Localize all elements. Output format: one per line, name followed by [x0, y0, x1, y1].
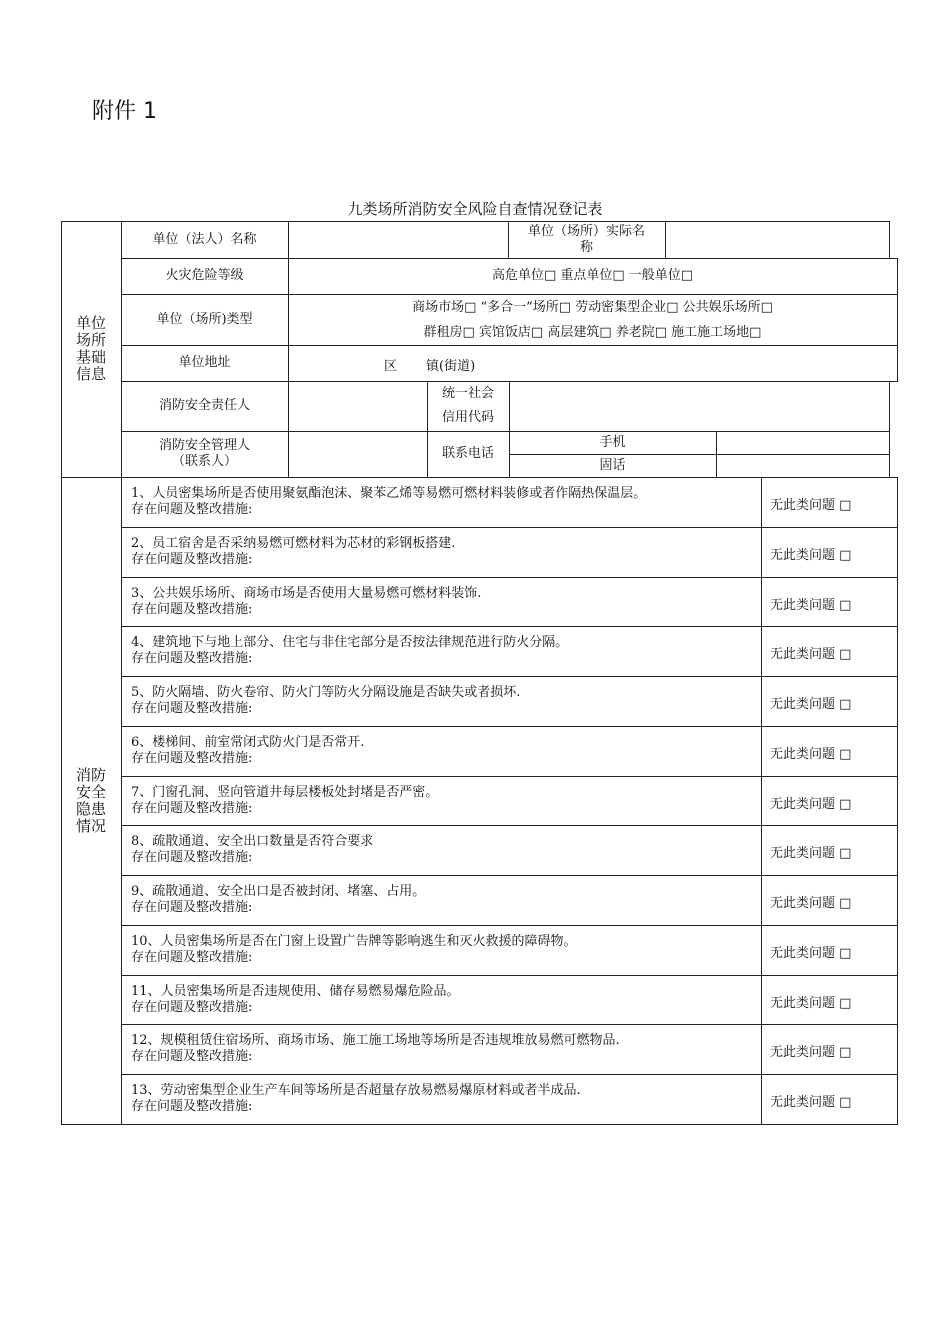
hazard-measures-label: 存在问题及整改措施:	[131, 602, 253, 617]
hazard-measures-label: 存在问题及整改措施:	[131, 552, 253, 567]
no-issue-checkbox[interactable]: 无此类问题 □	[770, 896, 852, 911]
unit-name-field[interactable]	[289, 222, 508, 258]
hazard-question: 9、疏散通道、安全出口是否被封闭、堵塞、占用。	[131, 884, 426, 899]
hazard-measures-label: 存在问题及整改措施:	[131, 900, 253, 915]
hazard-question: 12、规模租赁住宿场所、商场市场、施工施工场地等场所是否违规堆放易燃可燃物品.	[131, 1033, 620, 1048]
hazard-measures-label: 存在问题及整改措施:	[131, 651, 253, 666]
hazard-question: 3、公共娱乐场所、商场市场是否使用大量易燃可燃材料装饰.	[131, 586, 482, 601]
no-issue-checkbox[interactable]: 无此类问题 □	[770, 846, 852, 861]
hazard-question: 2、员工宿舍是否采纳易燃可燃材料为芯材的彩钢板搭建.	[131, 536, 456, 551]
address-district: 区	[384, 359, 398, 374]
address-label: 单位地址	[178, 355, 231, 370]
safety-owner-field[interactable]	[289, 382, 427, 431]
actual-name-label: 单位（场所）实际名 称	[527, 223, 645, 255]
no-issue-checkbox[interactable]: 无此类问题 □	[770, 747, 852, 762]
hazard-question: 13、劳动密集型企业生产车间等场所是否超量存放易燃易爆原材料或者半成品.	[131, 1083, 581, 1098]
landline-label: 固话	[599, 457, 626, 473]
unit-type-label: 单位（场所)类型	[156, 311, 253, 327]
landline-field[interactable]	[717, 455, 889, 477]
hazard-question: 1、人员密集场所是否使用聚氨酯泡沫、聚苯乙烯等易燃可燃材料装修或者作隔热保温层。	[131, 486, 647, 501]
hazard-question: 8、疏散通道、安全出口数量是否符合要求	[131, 834, 374, 849]
hazard-measures-label: 存在问题及整改措施:	[131, 751, 253, 766]
no-issue-checkbox[interactable]: 无此类问题 □	[770, 1045, 852, 1060]
credit-code-label: 统一社会 信用代码	[441, 386, 494, 425]
no-issue-checkbox[interactable]: 无此类问题 □	[770, 697, 852, 712]
hazard-measures-label: 存在问题及整改措施:	[131, 850, 253, 865]
hazard-question: 4、建筑地下与地上部分、住宅与非住宅部分是否按法律规范进行防火分隔。	[131, 635, 569, 650]
hazard-measures-label: 存在问题及整改措施:	[131, 801, 253, 816]
attachment-label: 附件 1	[92, 99, 157, 124]
safety-manager-label: 消防安全管理人 （联系人）	[158, 438, 250, 469]
hazard-measures-label: 存在问题及整改措施:	[131, 1000, 253, 1015]
basic-info-section-label: 单位场所基础信息	[75, 314, 106, 383]
no-issue-checkbox[interactable]: 无此类问题 □	[770, 1095, 852, 1110]
hazard-measures-label: 存在问题及整改措施:	[131, 502, 253, 517]
phone-label: 联系电话	[441, 446, 494, 461]
mobile-label: 手机	[599, 434, 626, 450]
hazard-measures-label: 存在问题及整改措施:	[131, 701, 253, 716]
hazard-question: 7、门窗孔洞、竖向管道井每层楼板处封堵是否严密。	[131, 785, 439, 800]
fire-risk-label: 火灾危险等级	[165, 268, 244, 283]
hazard-measures-label: 存在问题及整改措施:	[131, 1099, 253, 1114]
no-issue-checkbox[interactable]: 无此类问题 □	[770, 946, 852, 961]
hazard-measures-label: 存在问题及整改措施:	[131, 1049, 253, 1064]
fire-risk-options[interactable]: 高危单位□ 重点单位□ 一般单位□	[491, 268, 694, 283]
hazard-measures-label: 存在问题及整改措施:	[131, 950, 253, 965]
unit-type-options[interactable]: 商场市场□ “多合一”场所□ 劳动密集型企业□ 公共娱乐场所□ 群租房□ 宾馆饭店□ 高层建筑□ 养老院□ 施工施工场地□	[412, 299, 773, 340]
no-issue-checkbox[interactable]: 无此类问题 □	[770, 996, 852, 1011]
hazard-question: 10、人员密集场所是否在门窗上设置广告牌等影响逃生和灭火救援的障碍物。	[131, 934, 577, 949]
no-issue-checkbox[interactable]: 无此类问题 □	[770, 598, 852, 613]
address-field[interactable]	[289, 346, 897, 381]
no-issue-checkbox[interactable]: 无此类问题 □	[770, 647, 852, 662]
safety-owner-label: 消防安全责任人	[158, 398, 250, 413]
unit-name-label: 单位（法人）名称	[152, 231, 257, 247]
safety-manager-field[interactable]	[289, 432, 427, 477]
no-issue-checkbox[interactable]: 无此类问题 □	[770, 548, 852, 563]
hazard-question: 11、人员密集场所是否违规使用、储存易燃易爆危险品。	[131, 984, 460, 999]
address-town: 镇(街道)	[426, 359, 476, 374]
credit-code-field[interactable]	[510, 382, 889, 431]
no-issue-checkbox[interactable]: 无此类问题 □	[770, 498, 852, 513]
hazard-question: 5、防火隔墙、防火卷帘、防火门等防火分隔设施是否缺失或者损坏.	[131, 685, 521, 700]
mobile-field[interactable]	[717, 432, 889, 454]
actual-name-field[interactable]	[666, 222, 889, 258]
hazard-question: 6、楼梯间、前室常闭式防火门是否常开.	[131, 735, 365, 750]
form-title: 九类场所消防安全风险自查情况登记表	[347, 200, 603, 218]
no-issue-checkbox[interactable]: 无此类问题 □	[770, 797, 852, 812]
hazard-section-label: 消防安全隐患情况	[75, 766, 106, 835]
